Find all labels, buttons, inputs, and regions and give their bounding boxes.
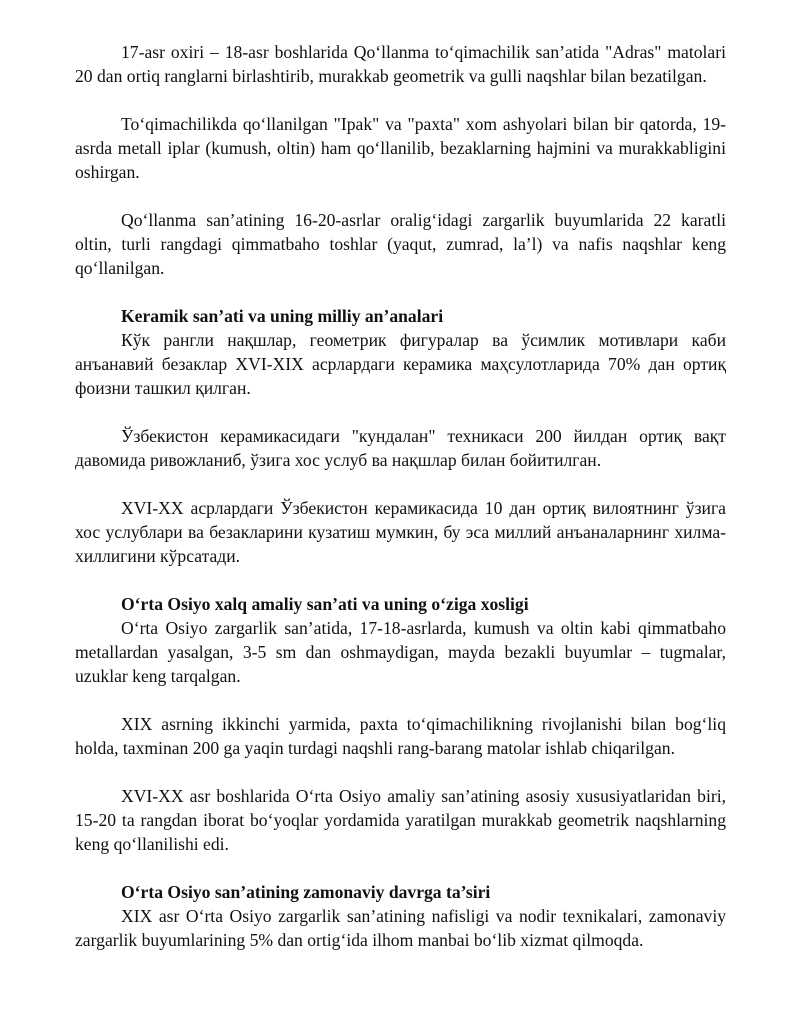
paragraph: To‘qimachilikda qo‘llanilgan "Ipak" va "paxta" xom ashyolari bilan bir qatorda, 19-asrda metall iplar (kumush, oltin) ham qo‘llanilib, bezaklarning hajmini va murakkabligini oshirgan.	[75, 114, 726, 182]
paragraph: 17-asr oxiri – 18-asr boshlarida Qo‘llanma to‘qimachilik san’atida "Adras" matolari 20 dan ortiq ranglarni birlashtirib, murakkab geometrik va gulli naqshlar bilan bezatilgan.	[75, 42, 726, 86]
paragraph: XVI-XX асрлардаги Ўзбекистон керамикасида 10 дан ортиқ вилоятнинг ўзига хос услублари ва безакларини кузатиш мумкин, бу эса миллий анъаналарнинг хилма-хиллигини кўрсатади.	[75, 498, 726, 566]
section-heading: O‘rta Osiyo san’atining zamonaviy davrga ta’siri	[121, 882, 491, 902]
paragraph: O‘rta Osiyo zargarlik san’atida, 17-18-asrlarda, kumush va oltin kabi qimmatbaho metallardan yasalgan, 3-5 sm dan oshmaydigan, mayda bezakli buyumlar – tugmalar, uzuklar keng tarqalgan.	[75, 618, 726, 686]
paragraph: XIX asr O‘rta Osiyo zargarlik san’atining nafisligi va nodir texnikalari, zamonaviy zargarlik buyumlarining 5% dan ortig‘ida ilhom manbai bo‘lib xizmat qilmoqda.	[75, 906, 726, 950]
paragraph: XIX asrning ikkinchi yarmida, paxta to‘qimachilikning rivojlanishi bilan bog‘liq holda, taxminan 200 ga yaqin turdagi naqshli rang-barang matolar ishlab chiqarilgan.	[75, 714, 726, 758]
paragraph: Кўк рангли нақшлар, геометрик фигуралар ва ўсимлик мотивлари каби анъанавий безаклар XVI-XIX асрлардаги керамика маҳсулотларида 70% дан ортиқ фоизни ташкил қилган.	[75, 330, 726, 398]
paragraph: Qo‘llanma san’atining 16-20-asrlar oralig‘idagi zargarlik buyumlarida 22 karatli oltin, turli rangdagi qimmatbaho toshlar (yaqut, zumrad, la’l) va nafis naqshlar keng qo‘llanilgan.	[75, 210, 726, 278]
section-heading: O‘rta Osiyo xalq amaliy san’ati va uning o‘ziga xosligi	[121, 594, 529, 614]
document-page	[75, 40, 726, 952]
paragraph: XVI-XX asr boshlarida O‘rta Osiyo amaliy san’atining asosiy xususiyatlaridan biri, 15-20 ta rangdan iborat bo‘yoqlar yordamida yaratilgan murakkab geometrik naqshlarning keng qo‘llanilishi edi.	[75, 786, 726, 854]
section-heading: Keramik san’ati va uning milliy an’analari	[121, 306, 444, 326]
paragraph: Ўзбекистон керамикасидаги "кундалан" техникаси 200 йилдан ортиқ вақт давомида ривожланиб, ўзига хос услуб ва нақшлар билан бойитилган.	[75, 426, 726, 470]
